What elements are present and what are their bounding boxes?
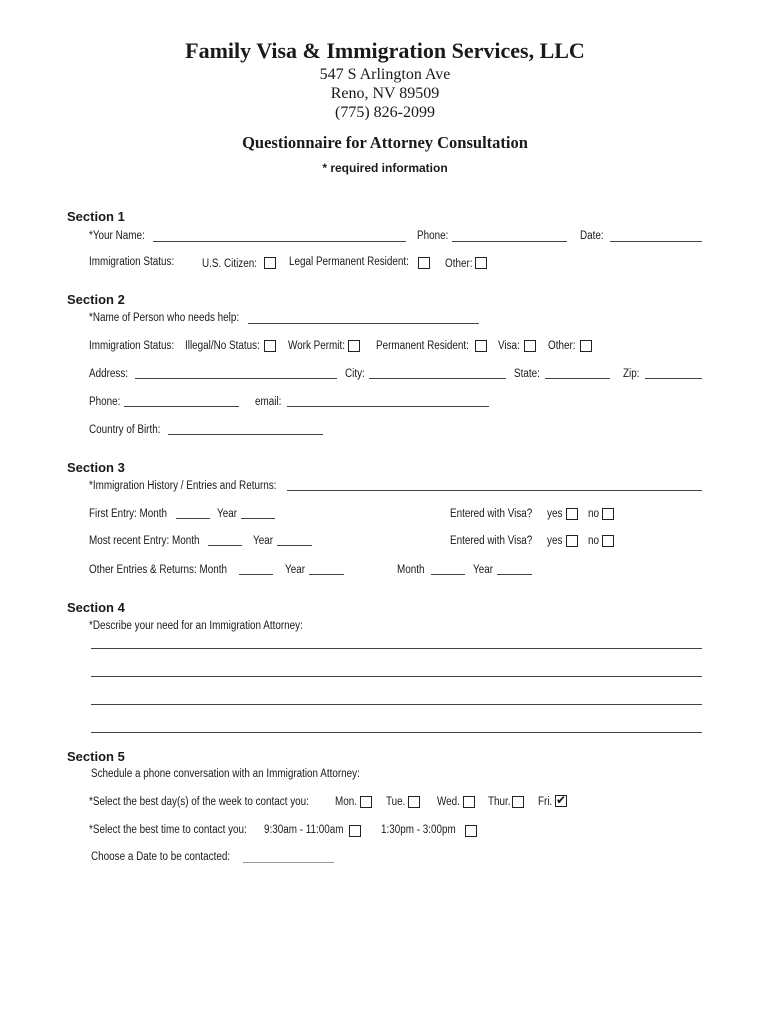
person-name-field[interactable] [248,323,479,324]
fri-checkbox[interactable] [555,795,567,807]
company-name: Family Visa & Immigration Services, LLC [185,38,585,63]
your-name-label: *Your Name: [89,230,145,242]
us-citizen-checkbox[interactable] [264,257,276,269]
phone-label: Phone: [417,230,449,242]
email-label: email: [255,396,282,408]
choose-date-label: Choose a Date to be contacted: [91,851,231,863]
describe-line-4[interactable] [91,732,702,733]
other-status-checkbox[interactable] [475,257,487,269]
immigration-status-label: Immigration Status: [89,256,175,268]
lpr-checkbox[interactable] [418,257,430,269]
section-2-heading: Section 2 [67,292,125,307]
other-status-2-label: Other: [548,340,576,352]
visa-no-1-label: no [588,508,600,520]
recent-entry-year-label: Year [253,535,273,547]
address-label: Address: [89,368,129,380]
fri-label: Fri. [538,796,553,808]
state-field[interactable] [545,378,610,379]
country-of-birth-label: Country of Birth: [89,424,161,436]
choose-date-field[interactable] [243,862,334,863]
form-subtitle: Questionnaire for Attorney Consultation [242,133,528,152]
permanent-resident-checkbox[interactable] [475,340,487,352]
required-mark: * [322,161,327,175]
first-entry-month-label: First Entry: Month [89,508,168,520]
other-status-2-checkbox[interactable] [580,340,592,352]
zip-label: Zip: [623,368,640,380]
work-permit-checkbox[interactable] [348,340,360,352]
first-entry-year-field[interactable] [241,518,275,519]
other-entries-month-label: Other Entries & Returns: Month [89,564,227,576]
city-label: City: [345,368,365,380]
required-note [0,161,770,175]
lpr-label: Legal Permanent Resident: [289,256,409,268]
time-2-checkbox[interactable] [465,825,477,837]
thur-checkbox[interactable] [512,796,524,808]
visa-no-2-checkbox[interactable] [602,535,614,547]
mon-checkbox[interactable] [360,796,372,808]
your-name-field[interactable] [153,241,406,242]
illegal-status-checkbox[interactable] [264,340,276,352]
person-name-label: *Name of Person who needs help: [89,312,240,324]
visa-yes-1-checkbox[interactable] [566,508,578,520]
zip-field[interactable] [645,378,702,379]
company-address-line2: Reno, NV 89509 [330,85,440,102]
tue-checkbox[interactable] [408,796,420,808]
describe-line-3[interactable] [91,704,702,705]
visa-checkbox[interactable] [524,340,536,352]
wed-checkbox[interactable] [463,796,475,808]
section-1-heading: Section 1 [67,209,125,224]
permanent-resident-label: Permanent Resident: [376,340,469,352]
phone-2-field[interactable] [124,406,239,407]
mon-label: Mon. [335,796,357,808]
time-1-label: 9:30am - 11:00am [264,824,344,836]
visa-label: Visa: [498,340,520,352]
best-time-label: *Select the best time to contact you: [89,824,247,836]
recent-entry-month-field[interactable] [208,545,242,546]
immigration-history-field[interactable] [287,490,702,491]
date-label: Date: [580,230,604,242]
section-4-heading: Section 4 [67,600,125,615]
country-of-birth-field[interactable] [168,434,323,435]
phone-field[interactable] [452,241,567,242]
wed-label: Wed. [437,796,460,808]
entered-with-visa-2-label: Entered with Visa? [450,535,533,547]
section-5-heading: Section 5 [67,749,125,764]
address-field[interactable] [135,378,337,379]
recent-entry-year-field[interactable] [277,545,312,546]
visa-yes-2-label: yes [547,535,563,547]
first-entry-year-label: Year [217,508,237,520]
email-field[interactable] [287,406,489,407]
other-entries-month-2-label: Month [397,564,425,576]
company-address-line1: 547 S Arlington Ave [319,66,451,83]
visa-no-1-checkbox[interactable] [602,508,614,520]
other-entries-year-2-label: Year [473,564,493,576]
entered-with-visa-1-label: Entered with Visa? [450,508,533,520]
describe-line-1[interactable] [91,648,702,649]
other-entries-year-2-field[interactable] [497,574,532,575]
section-3-heading: Section 3 [67,460,125,475]
thur-label: Thur. [488,796,511,808]
illegal-status-label: Illegal/No Status: [185,340,260,352]
immigration-history-label: *Immigration History / Entries and Returns: [89,480,277,492]
city-field[interactable] [369,378,506,379]
work-permit-label: Work Permit: [288,340,345,352]
time-1-checkbox[interactable] [349,825,361,837]
other-entries-year-label: Year [285,564,305,576]
company-phone: (775) 826-2099 [335,104,435,121]
required-note-text: required information [330,161,448,175]
visa-yes-2-checkbox[interactable] [566,535,578,547]
recent-entry-month-label: Most recent Entry: Month [89,535,200,547]
immigration-status-2-label: Immigration Status: [89,340,175,352]
visa-yes-1-label: yes [547,508,563,520]
first-entry-month-field[interactable] [176,518,210,519]
date-field[interactable] [610,241,702,242]
best-day-label: *Select the best day(s) of the week to contact you: [89,796,309,808]
phone-2-label: Phone: [89,396,121,408]
describe-need-label: *Describe your need for an Immigration Attorney: [89,620,303,632]
us-citizen-label: U.S. Citizen: [202,258,257,270]
other-entries-month-field[interactable] [239,574,273,575]
schedule-label: Schedule a phone conversation with an Immigration Attorney: [91,768,360,780]
visa-no-2-label: no [588,535,600,547]
time-2-label: 1:30pm - 3:00pm [381,824,456,836]
state-label: State: [514,368,540,380]
tue-label: Tue. [386,796,406,808]
other-entries-month-2-field[interactable] [431,574,465,575]
describe-line-2[interactable] [91,676,702,677]
other-entries-year-field[interactable] [309,574,344,575]
other-status-label: Other: [445,258,473,270]
